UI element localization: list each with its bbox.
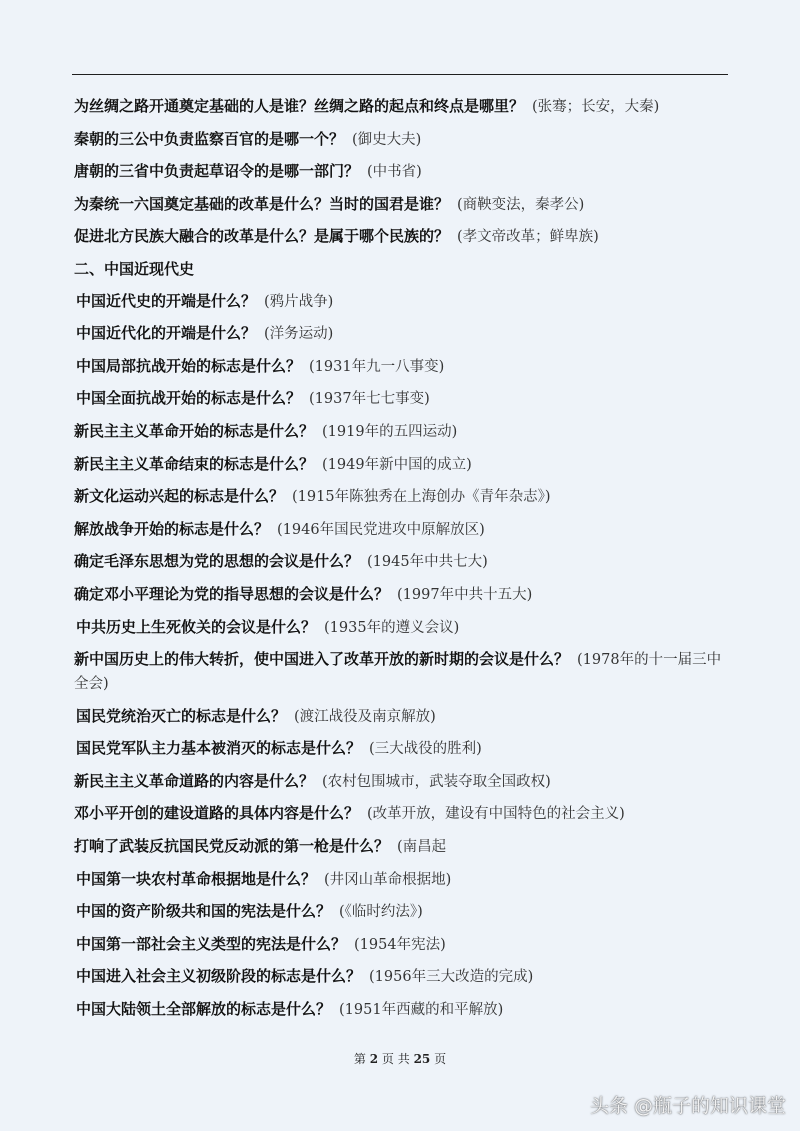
answer: (农村包围城市，武装夺取全国政权)	[322, 773, 551, 790]
question: 中国大陆领土全部解放的标志是什么？	[76, 1000, 332, 1019]
footer-middle: 页 共	[381, 1052, 410, 1066]
question: 中共历史上生死攸关的会议是什么？	[76, 617, 317, 636]
qa-item	[74, 648, 730, 696]
qa-item	[74, 900, 730, 924]
qa-item	[74, 583, 730, 607]
section-title: 二、中国近现代史	[74, 259, 195, 278]
footer-prefix: 第	[353, 1052, 366, 1066]
answer: (1956年三大改造的完成)	[369, 969, 534, 986]
question: 确定邓小平理论为党的指导思想的会议是什么？	[74, 584, 390, 603]
qa-item	[74, 387, 730, 411]
watermark: 头条 @瓶子的知识课堂	[589, 1095, 786, 1117]
answer: (1954年宪法)	[354, 936, 446, 953]
question: 为丝绸之路开通奠定基础的人是谁？丝绸之路的起点和终点是哪里？	[74, 97, 525, 115]
answer: (御史大夫)	[352, 131, 422, 148]
qa-item	[74, 965, 730, 989]
total-pages: 25	[413, 1052, 431, 1066]
answer: (1935年的遵义会议)	[324, 619, 460, 636]
answer: (1951年西藏的和平解放)	[339, 1002, 504, 1019]
qa-item	[74, 128, 730, 152]
answer: (洋务运动)	[264, 326, 334, 343]
question: 中国进入社会主义初级阶段的标志是什么？	[76, 967, 362, 986]
question: 新民主主义革命结束的标志是什么？	[74, 454, 315, 473]
qa-item	[74, 835, 730, 859]
question: 中国第一块农村革命根据地是什么？	[76, 869, 317, 888]
qa-list	[74, 95, 730, 1031]
question: 新民主主义革命道路的内容是什么？	[74, 771, 315, 790]
question: 秦朝的三公中负责监察百官的是哪一个？	[74, 129, 345, 148]
answer: (1931年九一八事变)	[309, 358, 445, 375]
answer: (三大战役的胜利)	[369, 741, 482, 758]
qa-item	[74, 770, 730, 794]
answer: (1919年的五四运动)	[322, 423, 458, 440]
question: 新文化运动兴起的标志是什么？	[74, 487, 285, 506]
question: 中国全面抗战开始的标志是什么？	[76, 389, 302, 408]
qa-item	[74, 322, 730, 346]
header-rule	[72, 74, 728, 75]
question: 促进北方民族大融合的改革是什么？是属于哪个民族的？	[74, 227, 450, 246]
answer: (南昌起	[397, 839, 447, 856]
qa-item	[74, 998, 730, 1022]
question: 邓小平开创的建设道路的具体内容是什么？	[74, 804, 360, 823]
answer: (1997年中共十五大)	[397, 586, 533, 603]
answer: (井冈山革命根据地)	[324, 871, 452, 888]
answer: (1945年中共七大)	[367, 554, 488, 571]
question: 解放战争开始的标志是什么？	[74, 519, 270, 538]
answer: (张骞；长安，大秦)	[532, 99, 660, 115]
qa-item	[74, 160, 730, 184]
question: 确定毛泽东思想为党的思想的会议是什么？	[74, 552, 360, 571]
question: 打响了武装反抗国民党反动派的第一枪是什么？	[74, 837, 390, 856]
question: 唐朝的三省中负责起草诏令的是哪一部门？	[74, 162, 360, 181]
question: 中国的资产阶级共和国的宪法是什么？	[76, 902, 332, 921]
qa-item	[74, 550, 730, 574]
answer: (改革开放，建设有中国特色的社会主义)	[367, 806, 625, 823]
question: 中国近代史的开端是什么？	[76, 291, 257, 310]
question: 为秦统一六国奠定基础的改革是什么？当时的国君是谁？	[74, 194, 450, 213]
qa-item	[74, 802, 730, 826]
question: 国民党军队主力基本被消灭的标志是什么？	[76, 739, 362, 758]
qa-item	[74, 518, 730, 542]
qa-item	[74, 868, 730, 892]
qa-item	[74, 933, 730, 957]
answer: (渡江战役及南京解放)	[294, 708, 436, 725]
qa-item	[74, 355, 730, 379]
question: 新民主主义革命开始的标志是什么？	[74, 421, 315, 440]
qa-item	[74, 705, 730, 729]
qa-item	[74, 95, 730, 119]
qa-item	[74, 616, 730, 640]
qa-item	[74, 193, 730, 217]
answer: (《临时约法》)	[339, 904, 423, 921]
footer-suffix: 页	[434, 1052, 447, 1066]
qa-item	[74, 225, 730, 249]
page-footer	[0, 1050, 800, 1067]
answer: (1949年新中国的成立)	[322, 456, 472, 473]
qa-item	[74, 290, 730, 314]
question: 国民党统治灭亡的标志是什么？	[76, 706, 287, 725]
answer: (孝文帝改革；鲜卑族)	[457, 229, 599, 246]
question: 中国近代化的开端是什么？	[76, 324, 257, 343]
page-number: 2	[369, 1052, 379, 1066]
qa-item	[74, 420, 730, 444]
answer: (中书省)	[367, 164, 422, 181]
answer: (1978年的十一届三中全会)	[74, 652, 722, 693]
qa-item	[74, 737, 730, 761]
qa-item	[74, 453, 730, 477]
question: 新中国历史上的伟大转折，使中国进入了改革开放的新时期的会议是什么？	[74, 650, 570, 669]
question: 中国第一部社会主义类型的宪法是什么？	[76, 934, 347, 953]
answer: (1946年国民党进攻中原解放区)	[277, 521, 485, 538]
answer: (鸦片战争)	[264, 293, 334, 310]
answer: (商鞅变法，秦孝公)	[457, 196, 585, 213]
answer: (1937年七七事变)	[309, 391, 430, 408]
question: 中国局部抗战开始的标志是什么？	[76, 356, 302, 375]
answer: (1915年陈独秀在上海创办《青年杂志》)	[292, 489, 551, 506]
qa-item	[74, 485, 730, 509]
